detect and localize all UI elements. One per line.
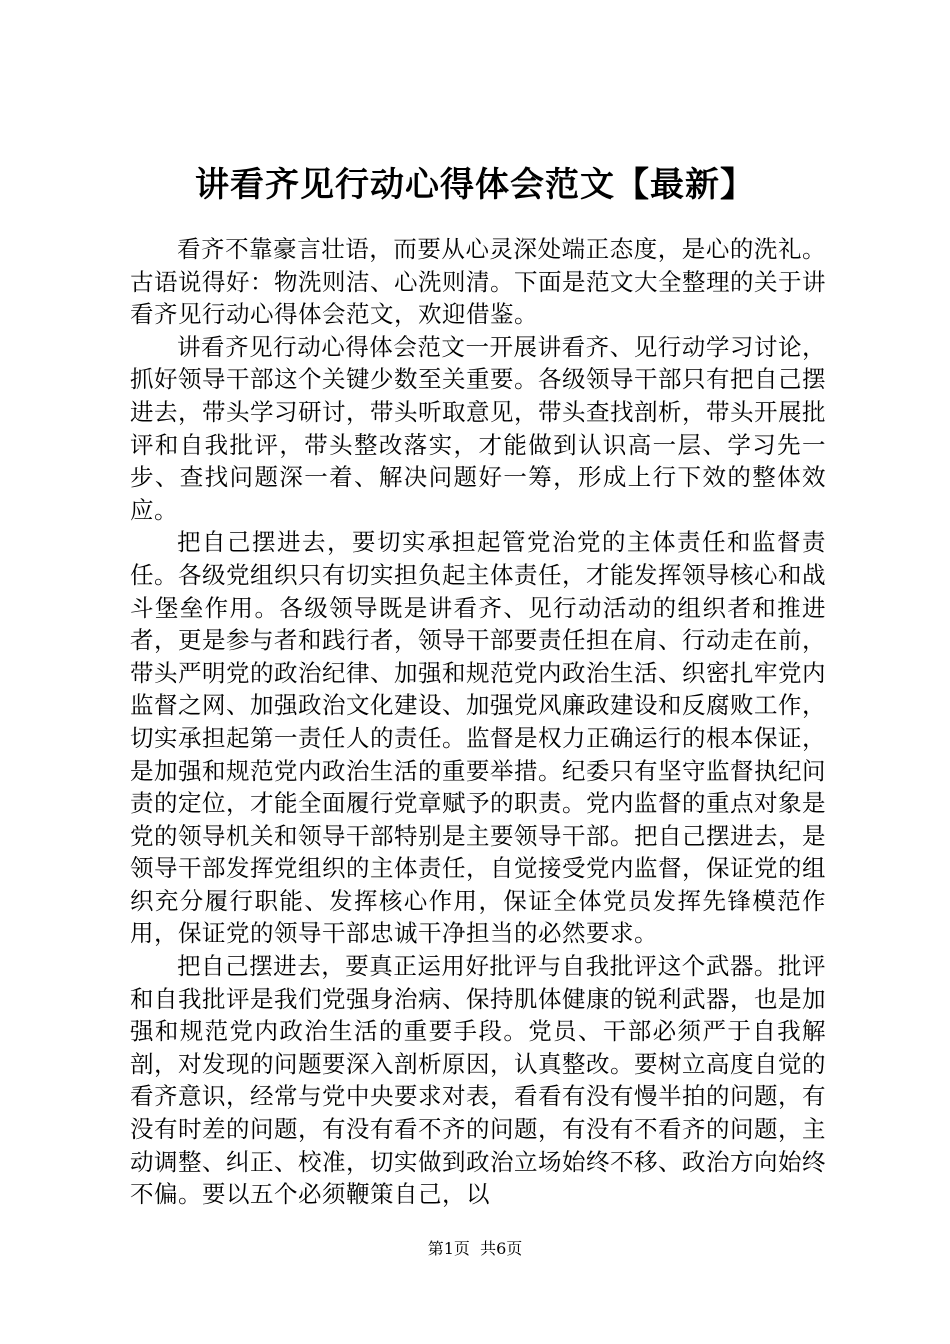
page-total: 共6页 bbox=[480, 1239, 523, 1258]
document-title: 讲看齐见行动心得体会范文【最新】 bbox=[195, 165, 755, 205]
paragraph-essay-one: 讲看齐见行动心得体会范文一开展讲看齐、见行动学习讨论，抓好领导干部这个关键少数至关重要。各级领导干部只有把自己摆进去，带头学习研讨，带头听取意见，带头查找剖析，带头开展批评和自我批评，带头整改落实，才能做到认识高一层、学习先一步、查找问题深一着、解决问题好一筹，形成上行下效的整体效应。 bbox=[130, 332, 826, 524]
page-number: 第1页 bbox=[427, 1239, 470, 1258]
paragraph-criticism: 把自己摆进去，要真正运用好批评与自我批评这个武器。批评和自我批评是我们党强身治病、保持肌体健康的锐利武器，也是加强和规范党内政治生活的重要手段。党员、干部必须严于自我解剖，对发现的问题要深入剖析原因，认真整改。要树立高度自觉的看齐意识，经常与党中央要求对表，看看有没有慢半拍的问题，有没有时差的问题，有没有看不齐的问题，有没有不看齐的问题，主动调整、纠正、校准，切实做到政治立场始终不移、政治方向始终不偏。要以五个必须鞭策自己，以 bbox=[130, 952, 826, 1209]
document-body bbox=[130, 233, 826, 1211]
paragraph-intro: 看齐不靠豪言壮语，而要从心灵深处端正态度，是心的洗礼。古语说得好：物洗则洁、心洗则清。下面是范文大全整理的关于讲看齐见行动心得体会范文，欢迎借鉴。 bbox=[130, 235, 826, 329]
page-footer bbox=[0, 1238, 950, 1260]
paragraph-responsibility: 把自己摆进去，要切实承担起管党治党的主体责任和监督责任。各级党组织只有切实担负起主体责任，才能发挥领导核心和战斗堡垒作用。各级领导既是讲看齐、见行动活动的组织者和推进者，更是参与者和践行者，领导干部要责任担在肩、行动走在前，带头严明党的政治纪律、加强和规范党内政治生活、织密扎牢党内监督之网、加强政治文化建设、加强党风廉政建设和反腐败工作，切实承担起第一责任人的责任。监督是权力正确运行的根本保证，是加强和规范党内政治生活的重要举措。纪委只有坚守监督执纪问责的定位，才能全面履行党章赋予的职责。党内监督的重点对象是党的领导机关和领导干部特别是主要领导干部。把自己摆进去，是领导干部发挥党组织的主体责任，自觉接受党内监督，保证党的组织充分履行职能、发挥核心作用，保证全体党员发挥先锋模范作用，保证党的领导干部忠诚干净担当的必然要求。 bbox=[130, 528, 826, 948]
